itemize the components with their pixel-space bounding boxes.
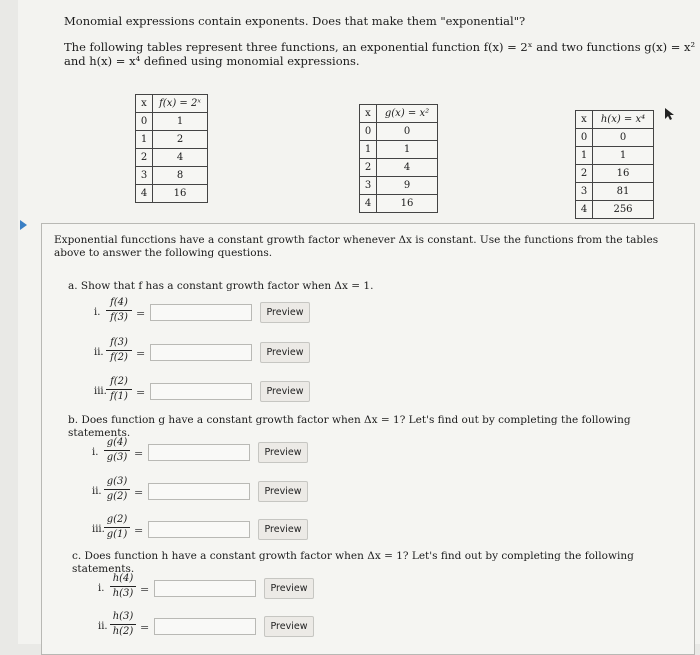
fraction bbox=[104, 475, 130, 504]
mouse-cursor-icon bbox=[664, 107, 675, 124]
table-cell: 8 bbox=[153, 167, 208, 185]
fraction-numerator: g(2) bbox=[104, 513, 130, 528]
equals-sign: = bbox=[140, 583, 150, 596]
table-row bbox=[360, 141, 438, 159]
equals-sign: = bbox=[134, 524, 144, 537]
preview-button[interactable]: Preview bbox=[260, 342, 310, 363]
fraction-denominator: h(3) bbox=[112, 588, 134, 599]
fraction bbox=[106, 336, 132, 365]
table-h-fn-header: h(x) = x⁴ bbox=[593, 111, 654, 129]
fraction-numerator: h(3) bbox=[110, 610, 136, 625]
table-cell: 0 bbox=[360, 123, 377, 141]
answer-input-b-ii[interactable] bbox=[148, 483, 250, 500]
preview-button[interactable]: Preview bbox=[258, 442, 308, 463]
table-cell: 4 bbox=[377, 159, 438, 177]
answer-input-a-i[interactable] bbox=[150, 304, 252, 321]
equals-sign: = bbox=[136, 347, 146, 360]
intro-description: The following tables represent three functions, an exponential function f(x) = 2ˣ and two functions g(x) = x² and h(x) = x⁴ defined using monomial expressions. bbox=[64, 40, 696, 68]
table-cell: 16 bbox=[593, 165, 654, 183]
table-cell: 2 bbox=[360, 159, 377, 177]
table-cell: 256 bbox=[593, 201, 654, 219]
answer-input-a-ii[interactable] bbox=[150, 344, 252, 361]
preview-button[interactable]: Preview bbox=[258, 519, 308, 540]
table-cell: 1 bbox=[360, 141, 377, 159]
equals-sign: = bbox=[134, 447, 144, 460]
table-cell: 4 bbox=[576, 201, 593, 219]
table-row bbox=[136, 167, 208, 185]
table-f-x-header: x bbox=[136, 95, 153, 113]
part-c-item-2 bbox=[98, 610, 398, 650]
item-number: iii. bbox=[92, 524, 105, 535]
preview-button[interactable]: Preview bbox=[260, 381, 310, 402]
part-b-item-1 bbox=[92, 436, 392, 476]
fraction-denominator: g(2) bbox=[106, 491, 128, 502]
part-a-item-1 bbox=[94, 296, 394, 336]
table-cell: 9 bbox=[377, 177, 438, 195]
fraction bbox=[104, 436, 130, 465]
preview-button[interactable]: Preview bbox=[258, 481, 308, 502]
table-cell: 1 bbox=[377, 141, 438, 159]
fraction-numerator: h(4) bbox=[110, 572, 136, 587]
fraction-numerator: f(4) bbox=[106, 296, 132, 311]
item-number: iii. bbox=[94, 386, 107, 397]
equals-sign: = bbox=[140, 621, 150, 634]
table-g bbox=[359, 104, 438, 213]
table-cell: 4 bbox=[360, 195, 377, 213]
equals-sign: = bbox=[134, 486, 144, 499]
table-cell: 1 bbox=[576, 147, 593, 165]
table-row bbox=[136, 113, 208, 131]
table-cell: 1 bbox=[153, 113, 208, 131]
equals-sign: = bbox=[136, 307, 146, 320]
fraction-numerator: f(2) bbox=[106, 375, 132, 390]
table-g-fn-header: g(x) = x² bbox=[377, 105, 438, 123]
table-row bbox=[360, 195, 438, 213]
fraction-denominator: g(1) bbox=[106, 529, 128, 540]
part-b-item-2 bbox=[92, 475, 392, 515]
table-row bbox=[576, 147, 654, 165]
table-cell: 16 bbox=[153, 185, 208, 203]
table-cell: 0 bbox=[136, 113, 153, 131]
preview-button[interactable]: Preview bbox=[264, 578, 314, 599]
table-row bbox=[136, 185, 208, 203]
fraction-numerator: g(4) bbox=[104, 436, 130, 451]
table-g-x-header: x bbox=[360, 105, 377, 123]
expand-arrow-icon[interactable] bbox=[20, 220, 27, 230]
table-cell: 2 bbox=[136, 149, 153, 167]
answer-input-c-i[interactable] bbox=[154, 580, 256, 597]
item-number: i. bbox=[98, 583, 105, 594]
fraction bbox=[110, 572, 136, 601]
part-c-item-1 bbox=[98, 572, 398, 612]
table-h bbox=[575, 110, 654, 219]
table-row bbox=[576, 129, 654, 147]
fraction-denominator: f(1) bbox=[110, 391, 128, 402]
answer-input-c-ii[interactable] bbox=[154, 618, 256, 635]
part-a-item-2 bbox=[94, 336, 394, 376]
table-cell: 0 bbox=[377, 123, 438, 141]
table-row bbox=[576, 183, 654, 201]
item-number: ii. bbox=[94, 347, 104, 358]
preview-button[interactable]: Preview bbox=[260, 302, 310, 323]
table-h-x-header: x bbox=[576, 111, 593, 129]
answer-input-b-iii[interactable] bbox=[148, 521, 250, 538]
table-cell: 2 bbox=[576, 165, 593, 183]
fraction bbox=[106, 296, 132, 325]
table-f bbox=[135, 94, 208, 203]
table-f-fn-header: f(x) = 2ˣ bbox=[153, 95, 208, 113]
part-c-prompt: c. Does function h have a constant growth factor when Δx = 1? Let's find out by completing the following statements. bbox=[72, 550, 634, 575]
table-cell: 16 bbox=[377, 195, 438, 213]
part-b-item-3 bbox=[92, 513, 392, 553]
table-row bbox=[576, 201, 654, 219]
answer-input-b-i[interactable] bbox=[148, 444, 250, 461]
table-cell: 3 bbox=[360, 177, 377, 195]
intro-question: Monomial expressions contain exponents. Does that make them "exponential"? bbox=[64, 14, 526, 28]
part-a-prompt: a. Show that f has a constant growth factor when Δx = 1. bbox=[68, 280, 374, 292]
table-cell: 1 bbox=[136, 131, 153, 149]
table-cell: 1 bbox=[593, 147, 654, 165]
fraction-denominator: g(3) bbox=[106, 452, 128, 463]
table-cell: 2 bbox=[153, 131, 208, 149]
item-number: ii. bbox=[98, 621, 108, 632]
item-number: i. bbox=[94, 307, 101, 318]
table-row bbox=[360, 159, 438, 177]
question-intro: Exponential funcctions have a constant growth factor whenever Δx is constant. Use the functions from the tables above to answer the following questions. bbox=[54, 234, 659, 259]
part-b-prompt: b. Does function g have a constant growth factor when Δx = 1? Let's find out by completing the following statements. bbox=[68, 414, 631, 439]
table-cell: 0 bbox=[576, 129, 593, 147]
table-row bbox=[136, 131, 208, 149]
table-cell: 3 bbox=[576, 183, 593, 201]
fraction-denominator: f(2) bbox=[110, 352, 128, 363]
preview-button[interactable]: Preview bbox=[264, 616, 314, 637]
fraction bbox=[104, 513, 130, 542]
table-row bbox=[576, 165, 654, 183]
item-number: i. bbox=[92, 447, 99, 458]
question-panel bbox=[41, 223, 695, 655]
table-row bbox=[360, 177, 438, 195]
fraction-denominator: h(2) bbox=[112, 626, 134, 637]
table-cell: 4 bbox=[153, 149, 208, 167]
fraction-numerator: f(3) bbox=[106, 336, 132, 351]
fraction bbox=[110, 610, 136, 639]
table-cell: 3 bbox=[136, 167, 153, 185]
table-cell: 81 bbox=[593, 183, 654, 201]
table-row bbox=[136, 149, 208, 167]
table-row bbox=[360, 123, 438, 141]
fraction bbox=[106, 375, 132, 404]
equals-sign: = bbox=[136, 386, 146, 399]
table-cell: 4 bbox=[136, 185, 153, 203]
fraction-numerator: g(3) bbox=[104, 475, 130, 490]
table-cell: 0 bbox=[593, 129, 654, 147]
item-number: ii. bbox=[92, 486, 102, 497]
answer-input-a-iii[interactable] bbox=[150, 383, 252, 400]
part-a-item-3 bbox=[94, 375, 394, 415]
fraction-denominator: f(3) bbox=[110, 312, 128, 323]
